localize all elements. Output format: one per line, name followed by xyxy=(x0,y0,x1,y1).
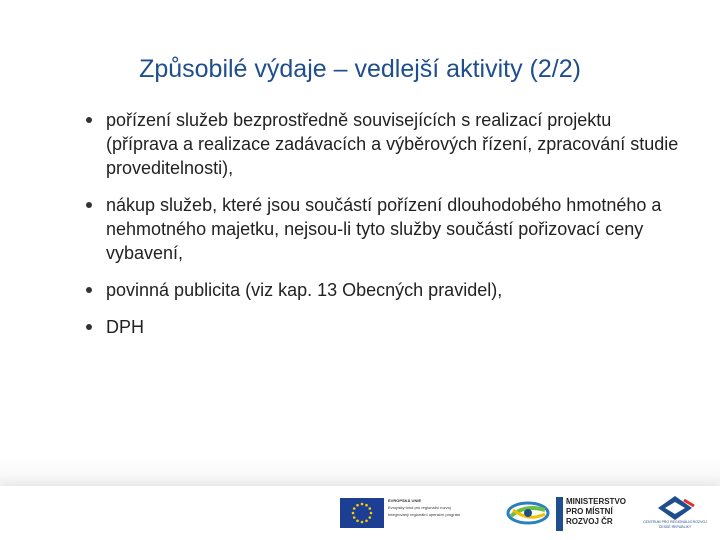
mmr-logo-line: ROZVOJ ČR xyxy=(566,517,613,526)
eu-stars-icon xyxy=(340,498,384,528)
irop-program-logo xyxy=(505,498,551,528)
bullet-dot-icon xyxy=(86,117,92,123)
eu-star-icon xyxy=(353,507,356,510)
eu-star-icon xyxy=(361,521,364,524)
eu-star-icon xyxy=(370,512,373,515)
eu-flag-logo xyxy=(340,498,384,528)
bullet-item xyxy=(84,278,684,302)
bullet-text: pořízení služeb bezprostředně souvisejících s realizací projektu (příprava a realizace zadávacích a výběrových řízení, zpracování studie proveditelnosti), xyxy=(106,110,679,178)
slide-title: Způsobilé výdaje – vedlejší aktivity (2/2) xyxy=(139,54,581,83)
mmr-logo-line: PRO MÍSTNÍ xyxy=(566,507,613,516)
bullet-item xyxy=(84,108,684,180)
eu-star-icon xyxy=(352,512,355,515)
mmr-logo-text xyxy=(566,497,626,527)
eu-star-icon xyxy=(353,516,356,519)
bullet-text: povinná publicita (viz kap. 13 Obecných pravidel), xyxy=(106,280,503,300)
eu-star-icon xyxy=(356,504,359,507)
bullet-text: nákup služeb, které jsou součástí pořízení dlouhodobého hmotného a nehmotného majetku, nejsou-li tyto služby součástí pořizovací ceny vybavení, xyxy=(106,195,662,263)
eu-star-icon xyxy=(356,519,359,522)
eu-star-icon xyxy=(365,519,368,522)
eu-star-icon xyxy=(368,507,371,510)
footer-fade xyxy=(0,458,720,488)
bullet-list xyxy=(84,108,684,352)
eu-star-icon xyxy=(368,516,371,519)
crr-logo-text xyxy=(640,520,710,530)
eu-logo-line: EVROPSKÁ UNIE xyxy=(388,498,422,503)
eu-logo-text xyxy=(388,497,498,518)
crr-logo-line: CENTRUM PRO REGIONÁLNÍ ROZVOJ xyxy=(643,520,707,524)
crr-logo-line: ČESKÉ REPUBLIKY xyxy=(658,525,692,529)
eu-logo-line: Evropský fond pro regionální rozvoj xyxy=(388,505,451,510)
bullet-dot-icon xyxy=(86,324,92,330)
bullet-item xyxy=(84,315,684,339)
mmr-logo-line: MINISTERSTVO xyxy=(566,497,627,506)
eu-star-icon xyxy=(361,503,364,506)
eu-logo-line: Integrovaný regionální operační program xyxy=(388,512,461,517)
bullet-text: DPH xyxy=(106,317,145,337)
eu-star-icon xyxy=(365,504,368,507)
bullet-dot-icon xyxy=(86,287,92,293)
bullet-dot-icon xyxy=(86,202,92,208)
bullet-item xyxy=(84,193,684,265)
